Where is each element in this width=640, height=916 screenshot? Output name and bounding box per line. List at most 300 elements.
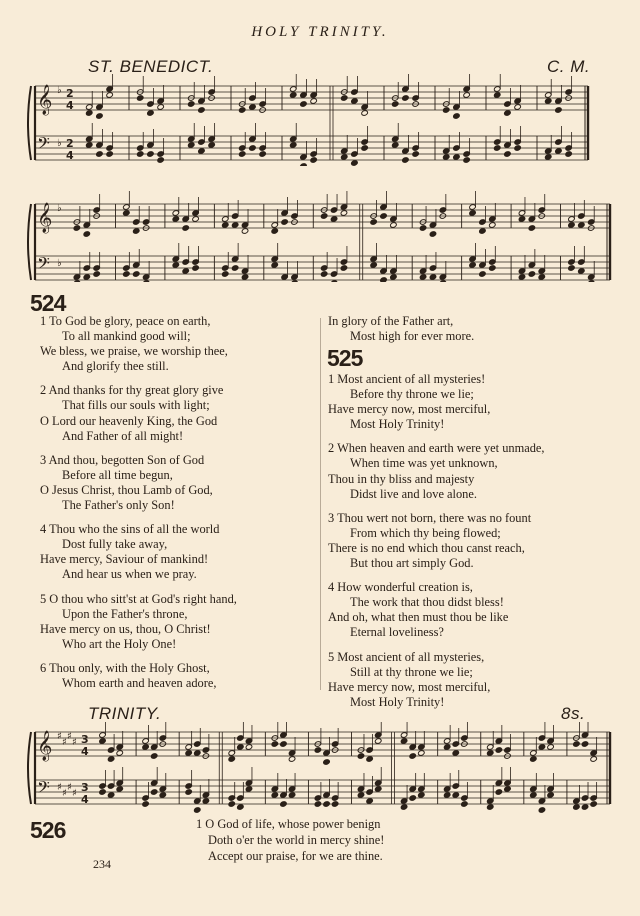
note-head — [281, 210, 288, 216]
note-head — [159, 792, 166, 798]
note-head — [590, 756, 597, 762]
note-head — [123, 265, 130, 271]
note-head — [463, 86, 470, 92]
note-head — [106, 151, 113, 157]
note-head — [99, 789, 106, 795]
verse-line: 3 And thou, begotten Son of God — [40, 452, 205, 467]
note-head — [202, 747, 209, 753]
note-head — [237, 744, 244, 750]
note-head — [489, 216, 496, 222]
note-head — [310, 157, 317, 163]
note-head — [137, 95, 144, 101]
note-head — [310, 92, 317, 98]
note-head — [159, 786, 166, 792]
note-head — [331, 741, 338, 747]
note-head — [495, 747, 502, 753]
verse-line: Have mercy, Saviour of mankind! — [40, 552, 209, 567]
note-head — [331, 795, 338, 801]
note-head — [429, 231, 436, 237]
note-head — [290, 86, 297, 92]
note-head — [581, 741, 588, 747]
verse-line: And glorify thee still. — [62, 359, 169, 374]
note-head — [86, 136, 93, 142]
note-head — [555, 148, 562, 154]
note-head — [320, 265, 327, 271]
treble-clef: 𝄞 — [37, 203, 53, 233]
note-head — [452, 750, 459, 756]
note-head — [443, 154, 450, 160]
note-head — [150, 744, 157, 750]
bass-clef: 𝄢 — [37, 777, 50, 801]
note-head — [271, 262, 278, 268]
note-head — [409, 744, 416, 750]
verse-line: And hear us when we pray. — [62, 567, 197, 582]
note-head — [231, 256, 238, 262]
note-head — [86, 142, 93, 148]
note-head — [380, 268, 387, 274]
note-head — [402, 148, 409, 154]
note-head — [194, 741, 201, 747]
time-signature: 3 — [81, 781, 89, 794]
time-signature: 2 — [66, 137, 74, 150]
note-head — [443, 792, 450, 798]
note-head — [150, 789, 157, 795]
page-header: HOLY TRINITY. — [251, 24, 389, 40]
note-head — [530, 786, 537, 792]
note-head — [241, 268, 248, 274]
note-head — [545, 154, 552, 160]
note-head — [463, 92, 470, 98]
note-head — [73, 274, 80, 280]
note-head — [538, 807, 545, 813]
tune-name-trinity: TRINITY. — [88, 704, 162, 723]
note-head — [518, 216, 525, 222]
note-head — [489, 265, 496, 271]
note-head — [568, 265, 575, 271]
verse-line: Most Holy Trinity! — [350, 694, 445, 709]
note-head — [494, 145, 501, 151]
verse-line: Accept our praise, for we are thine. — [208, 849, 383, 863]
note-head — [202, 798, 209, 804]
note-head — [514, 139, 521, 145]
note-head — [590, 795, 597, 801]
note-head — [142, 738, 149, 744]
note-head — [222, 265, 229, 271]
note-head — [504, 110, 511, 116]
key-signature-accidental: ♯ — [67, 731, 72, 742]
note-head — [412, 151, 419, 157]
note-head — [271, 256, 278, 262]
brace — [28, 732, 31, 804]
note-head — [96, 142, 103, 148]
tune-meter-cm: C. M. — [547, 57, 591, 76]
note-head — [366, 789, 373, 795]
note-head — [538, 268, 545, 274]
time-signature: 4 — [81, 745, 89, 758]
note-head — [581, 804, 588, 810]
note-head — [73, 225, 80, 231]
note-head — [107, 756, 114, 762]
time-signature: 4 — [66, 149, 74, 162]
note-head — [504, 101, 511, 107]
note-head — [320, 271, 327, 277]
note-head — [157, 104, 164, 110]
stanza — [40, 661, 237, 691]
hymn-number-525: 525 — [327, 345, 363, 371]
note-head — [568, 216, 575, 222]
stanza — [328, 511, 545, 571]
note-head — [504, 142, 511, 148]
note-head — [83, 231, 90, 237]
note-head — [538, 744, 545, 750]
note-head — [375, 786, 382, 792]
note-head — [545, 148, 552, 154]
verse-line: Before all time begun, — [62, 467, 173, 482]
note-head — [514, 98, 521, 104]
note-head — [340, 265, 347, 271]
note-head — [157, 98, 164, 104]
note-head — [380, 277, 387, 282]
note-head — [452, 741, 459, 747]
note-head — [116, 750, 123, 756]
note-head — [390, 222, 397, 228]
note-head — [366, 756, 373, 762]
note-head — [443, 786, 450, 792]
note-head — [323, 801, 330, 807]
note-head — [99, 732, 106, 738]
verse-line: The work that thou didst bless! — [350, 595, 504, 610]
note-head — [228, 750, 235, 756]
note-head — [107, 792, 114, 798]
note-head — [185, 783, 192, 789]
note-head — [409, 795, 416, 801]
verse-line: To all mankind good will; — [62, 329, 191, 344]
note-head — [208, 136, 215, 142]
note-head — [518, 274, 525, 280]
note-head — [271, 228, 278, 234]
note-head — [469, 262, 476, 268]
hymn-number-526: 526 — [30, 817, 66, 843]
note-head — [429, 274, 436, 280]
note-head — [452, 783, 459, 789]
note-head — [310, 98, 317, 104]
note-head — [147, 142, 154, 148]
note-head — [409, 753, 416, 759]
note-head — [479, 262, 486, 268]
verse-line: But thou art simply God. — [350, 556, 474, 571]
note-head — [418, 744, 425, 750]
note-head — [188, 136, 195, 142]
verse-line: Have mercy now, most merciful, — [328, 679, 491, 694]
note-head — [280, 801, 287, 807]
note-head — [494, 92, 501, 98]
note-head — [86, 110, 93, 116]
note-head — [443, 744, 450, 750]
note-head — [83, 222, 90, 228]
note-head — [538, 274, 545, 280]
verse-line: That fills our souls with light; — [62, 398, 210, 413]
note-head — [147, 110, 154, 116]
time-signature: 3 — [81, 733, 89, 746]
note-head — [259, 145, 266, 151]
note-head — [96, 104, 103, 110]
note-head — [351, 89, 358, 95]
note-head — [86, 104, 93, 110]
note-head — [182, 216, 189, 222]
note-head — [157, 151, 164, 157]
note-head — [514, 104, 521, 110]
key-signature-accidental: ♯ — [62, 788, 67, 799]
note-head — [93, 207, 100, 213]
key-signature-accidental: ♯ — [62, 737, 67, 748]
verse-line: Before thy throne we lie; — [350, 387, 474, 402]
stanza — [328, 441, 545, 501]
note-head — [116, 786, 123, 792]
note-head — [453, 113, 460, 119]
note-head — [147, 101, 154, 107]
verse-line: 1 To God be glory, peace on earth, — [40, 314, 211, 328]
note-head — [518, 210, 525, 216]
note-head — [479, 271, 486, 277]
music-system-3 — [0, 722, 640, 818]
note-head — [288, 792, 295, 798]
note-head — [271, 786, 278, 792]
note-head — [96, 113, 103, 119]
note-head — [192, 210, 199, 216]
note-head — [237, 735, 244, 741]
key-signature-accidental: ♭ — [57, 203, 62, 214]
verse-line: Upon the Father's throne, — [62, 606, 188, 621]
verse-line: In glory of the Father art, — [328, 314, 454, 328]
note-head — [192, 265, 199, 271]
note-head — [288, 750, 295, 756]
note-head — [331, 801, 338, 807]
treble-clef: 𝄞 — [37, 85, 53, 115]
note-head — [573, 804, 580, 810]
verse-line: 2 And thanks for thy great glory give — [40, 383, 224, 398]
note-head — [93, 271, 100, 277]
note-head — [545, 98, 552, 104]
key-signature-accidental: ♯ — [72, 737, 77, 748]
stanza — [328, 580, 545, 640]
note-head — [429, 265, 436, 271]
note-head — [489, 222, 496, 228]
verse-line: 5 O thou who sitt'st at God's right hand, — [40, 591, 237, 606]
note-head — [249, 104, 256, 110]
note-head — [249, 136, 256, 142]
note-head — [370, 256, 377, 262]
note-head — [198, 139, 205, 145]
note-head — [357, 786, 364, 792]
note-head — [172, 256, 179, 262]
note-head — [400, 732, 407, 738]
stanza — [40, 522, 237, 582]
note-head — [241, 274, 248, 280]
verse-line: And Father of all might! — [62, 428, 184, 443]
note-head — [208, 142, 215, 148]
note-head — [578, 268, 585, 274]
note-head — [300, 154, 307, 160]
music-system-1 — [0, 74, 640, 166]
note-head — [479, 228, 486, 234]
note-head — [487, 804, 494, 810]
note-head — [469, 210, 476, 216]
note-head — [578, 213, 585, 219]
note-head — [528, 271, 535, 277]
note-head — [370, 219, 377, 225]
key-signature-accidental: ♭ — [57, 138, 62, 149]
note-head — [290, 142, 297, 148]
verse-line: Still at thy throne we lie; — [350, 664, 473, 679]
note-head — [418, 792, 425, 798]
note-head — [463, 151, 470, 157]
note-head — [361, 139, 368, 145]
verse-line: 5 Most ancient of all mysteries, — [328, 649, 485, 664]
note-head — [228, 801, 235, 807]
note-head — [409, 786, 416, 792]
hymn-524-text — [40, 314, 237, 700]
key-signature-accidental: ♯ — [57, 731, 62, 742]
note-head — [361, 104, 368, 110]
note-head — [142, 795, 149, 801]
note-head — [137, 151, 144, 157]
note-head — [320, 213, 327, 219]
treble-clef: 𝄞 — [37, 731, 53, 761]
note-head — [547, 738, 554, 744]
note-head — [192, 216, 199, 222]
note-head — [182, 225, 189, 231]
note-head — [194, 750, 201, 756]
note-head — [489, 259, 496, 265]
note-head — [106, 92, 113, 98]
note-head — [107, 747, 114, 753]
verse-line: 4 How wonderful creation is, — [328, 580, 473, 595]
note-head — [280, 792, 287, 798]
note-head — [366, 798, 373, 804]
note-head — [555, 139, 562, 145]
note-head — [142, 744, 149, 750]
stanza — [40, 314, 237, 374]
note-head — [504, 151, 511, 157]
note-head — [340, 210, 347, 216]
note-head — [429, 222, 436, 228]
verse-line: Thou in thy bliss and majesty — [328, 471, 475, 486]
note-head — [463, 157, 470, 163]
note-head — [123, 271, 130, 277]
note-head — [565, 89, 572, 95]
note-head — [188, 101, 195, 107]
note-head — [237, 795, 244, 801]
note-head — [412, 95, 419, 101]
note-head — [231, 265, 238, 271]
note-head — [107, 783, 114, 789]
note-head — [366, 747, 373, 753]
note-head — [159, 735, 166, 741]
note-head — [147, 151, 154, 157]
note-head — [443, 738, 450, 744]
key-signature-accidental: ♭ — [57, 258, 62, 269]
note-head — [461, 795, 468, 801]
note-head — [351, 160, 358, 166]
note-head — [185, 789, 192, 795]
note-head — [479, 219, 486, 225]
music-system-2 — [0, 186, 640, 282]
note-head — [590, 750, 597, 756]
note-head — [588, 219, 595, 225]
note-head — [185, 744, 192, 750]
note-head — [137, 145, 144, 151]
hymn-number-524: 524 — [30, 290, 66, 316]
note-head — [495, 738, 502, 744]
note-head — [83, 265, 90, 271]
note-head — [581, 795, 588, 801]
verse-line: Have mercy now, most merciful, — [328, 402, 491, 417]
note-head — [518, 268, 525, 274]
note-head — [288, 786, 295, 792]
note-head — [192, 259, 199, 265]
note-head — [228, 756, 235, 762]
note-head — [323, 792, 330, 798]
note-head — [239, 145, 246, 151]
verse-line: O Jesus Christ, thou Lamb of God, — [40, 482, 213, 497]
note-head — [418, 750, 425, 756]
note-head — [361, 110, 368, 116]
note-head — [412, 145, 419, 151]
note-head — [96, 151, 103, 157]
note-head — [259, 101, 266, 107]
verse-line: 6 Thou only, with the Holy Ghost, — [40, 660, 210, 675]
note-head — [280, 732, 287, 738]
note-head — [453, 154, 460, 160]
note-head — [198, 107, 205, 113]
note-head — [439, 274, 446, 280]
note-head — [555, 98, 562, 104]
verse-line: 2 When heaven and earth were yet unmade, — [328, 441, 545, 456]
note-head — [392, 142, 399, 148]
note-head — [222, 216, 229, 222]
tune-name-st-benedict: ST. BENEDICT. — [88, 57, 214, 76]
note-head — [182, 268, 189, 274]
note-head — [330, 207, 337, 213]
page-number: 234 — [93, 857, 111, 871]
note-head — [241, 222, 248, 228]
note-head — [390, 216, 397, 222]
note-head — [588, 274, 595, 280]
verse-line: Didst live and love alone. — [350, 486, 477, 501]
note-head — [443, 148, 450, 154]
note-head — [530, 750, 537, 756]
note-head — [402, 157, 409, 163]
note-head — [93, 265, 100, 271]
note-head — [400, 798, 407, 804]
note-head — [99, 738, 106, 744]
note-head — [172, 210, 179, 216]
note-head — [241, 228, 248, 234]
note-head — [402, 95, 409, 101]
note-head — [565, 151, 572, 157]
note-head — [157, 157, 164, 163]
note-head — [142, 219, 149, 225]
verse-line: Who art the Holy One! — [62, 636, 177, 651]
hymn-525-text — [328, 372, 545, 719]
note-head — [300, 101, 307, 107]
note-head — [400, 804, 407, 810]
note-head — [116, 744, 123, 750]
note-head — [487, 744, 494, 750]
note-head — [545, 92, 552, 98]
verse-line: We bless, we praise, we worship thee, — [40, 344, 228, 359]
verse-line: 3 Thou wert not born, there was no fount — [328, 510, 532, 525]
